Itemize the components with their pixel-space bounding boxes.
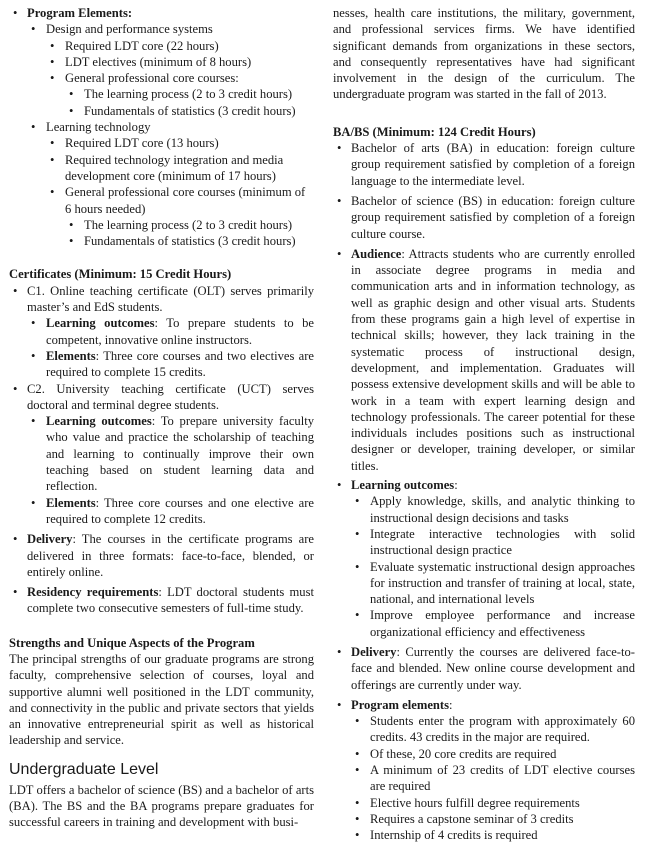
certificates-list [9,283,314,617]
label: Audience [351,246,402,261]
sub-items-list [65,86,314,119]
label: Elements [46,495,96,510]
undergraduate-paragraph: LDT offers a bachelor of science (BS) and a bachelor of arts (BA). The BS and the BA programs prepare graduates for successful careers in training and development with busi- [9,782,314,830]
colon: : [449,697,453,712]
group-design-performance [27,21,314,119]
text: : Three core courses and one elective are required to complete 12 credits. [46,495,314,526]
list-item: • Fundamentals of statistics (3 credit hours) [65,103,314,119]
program-elements-list [9,5,314,249]
list-item-text: General professional core courses (minimum of 6 hours needed) [65,185,306,216]
list-item [46,184,314,249]
babs-list [333,140,635,843]
list-item: • Required LDT core (22 hours) [46,38,314,54]
label: Learning outcomes [351,478,455,493]
label: Learning outcomes [46,316,155,331]
left-column [9,5,314,831]
babs-audience [333,246,635,474]
babs-ba: • Bachelor of arts (BA) in education: foreign culture group requirement satisfied by completion of a foreign language to the intermediate level. [333,140,635,189]
c1-text: C1. Online teaching certificate (OLT) serves primarily master’s and EdS students. [27,283,314,315]
list-item: • Elective hours fulfill degree requirements [351,795,635,811]
right-column [333,5,635,844]
sub-items-list [65,217,314,250]
program-elements-label: Program Elements: [27,6,133,20]
list-item: • Of these, 20 core credits are required [351,746,635,762]
list-item [27,413,314,494]
program-groups-list [27,21,314,249]
list-item: • Evaluate systematic instructional design approaches for instruction and transfer of training at local, state, national, and international levels [351,559,635,608]
label: Learning outcomes [46,414,152,429]
label: Delivery [27,532,73,547]
text: : LDT doctoral students must complete two consecutive semesters of full-time study. [27,585,314,616]
group-label: Design and performance systems [46,22,213,37]
list-item [46,70,314,119]
certificate-c2 [9,381,314,528]
list-item: • Integrate interactive technologies with solid instructional design practice [351,526,635,559]
group-label: Learning technology [46,120,151,135]
list-item: • Required technology integration and media development core (minimum of 17 hours) [46,152,314,185]
list-item [27,348,314,381]
strengths-heading: Strengths and Unique Aspects of the Program [9,635,255,650]
label: Elements [46,348,96,363]
c1-details [27,315,314,380]
label: Residency requirements [27,585,159,600]
list-item: • Required LDT core (13 hours) [46,135,314,151]
c2-text: C2. University teaching certificate (UCT) serves doctoral and terminal degree students. [27,381,314,412]
list-item: • Students enter the program with approximately 60 credits. 43 credits in the major are required. [351,713,635,746]
text: : Attracts students who are currently enrolled in associate degree programs in media and communication arts and in information technology, as well as graphic design and other visual arts. Students from these programs gain a high level of expertise in technical skills; however, they lack training in the systematic process of instructional design, development, and implementation. Graduates will possess extensive development skills and will be able to work in a team with expert learning design and technology professionals. The career potential for these individuals includes positions such as instructional designer or developer, training developer, or similar titles. [351,246,635,473]
certificates-heading: Certificates (Minimum: 15 Credit Hours) [9,267,232,282]
group-items-list [46,38,314,119]
list-item [27,495,314,528]
program-elements-item [9,5,314,249]
label: Program elements [351,697,450,712]
list-item: • Internship of 4 credits is required [351,827,635,843]
list-item: • The learning process (2 to 3 credit hours) [65,86,314,102]
text: : The courses in the certificate programs are delivered in three formats: face-to-face, blended, or entirely online. [27,532,314,579]
list-item: • Fundamentals of statistics (3 credit hours) [65,233,314,249]
list-item: • A minimum of 23 credits of LDT elective courses are required [351,762,635,795]
list-item: • Requires a capstone seminar of 3 credits [351,811,635,827]
text: : To prepare university faculty who value and practice the scholarship of teaching and learning to continually improve their own teaching based on student learning data and reflection. [46,414,314,494]
babs-outcomes [333,477,635,640]
babs-delivery [333,644,635,693]
group-items-list [46,135,314,249]
list-item-text: General professional core courses: [65,71,239,86]
list-item: • Apply knowledge, skills, and analytic thinking to instructional design decisions and tasks [351,493,635,526]
certificate-delivery [9,531,314,580]
list-item [27,315,314,348]
strengths-paragraph: The principal strengths of our graduate programs are strong faculty, comprehensive selection of courses, loyal and supportive alumni well positioned in the LDT community, and connectivity in the public and private sectors that yields an innovative entrepreneurial spirit as well as historical leadership and service. [9,651,314,748]
group-learning-technology [27,119,314,249]
colon: : [454,478,458,493]
elements-list [351,713,635,843]
babs-bs: • Bachelor of science (BS) in education: foreign culture group requirement satisfied by completion of a foreign culture course. [333,193,635,242]
list-item: • The learning process (2 to 3 credit hours) [65,217,314,233]
certificate-residency [9,584,314,617]
text: : Currently the courses are delivered face-to-face and blended. New online course development and offerings are currently under way. [351,644,635,692]
undergraduate-heading: Undergraduate Level [9,760,159,778]
certificate-c1 [9,283,314,381]
text: : Three core courses and two electives are required to complete 15 credits. [46,348,314,380]
babs-heading: BA/BS (Minimum: 124 Credit Hours) [333,124,536,139]
continuation-paragraph: nesses, health care institutions, the military, government, and professional services firms. We have identified significant demands from organizations in these sectors, and consequently representatives have had significant involvement in the design of the curriculum. The undergraduate program was started in the fall of 2013. [333,6,635,102]
outcomes-list [351,493,635,640]
list-item: • LDT electives (minimum of 8 hours) [46,54,314,70]
label: Delivery [351,644,397,659]
text: : To prepare students to be competent, innovative online instructors. [46,316,314,347]
list-item: • Improve employee performance and increase organizational efficiency and effectiveness [351,607,635,640]
c2-details [27,413,314,527]
babs-program-elements [333,697,635,844]
